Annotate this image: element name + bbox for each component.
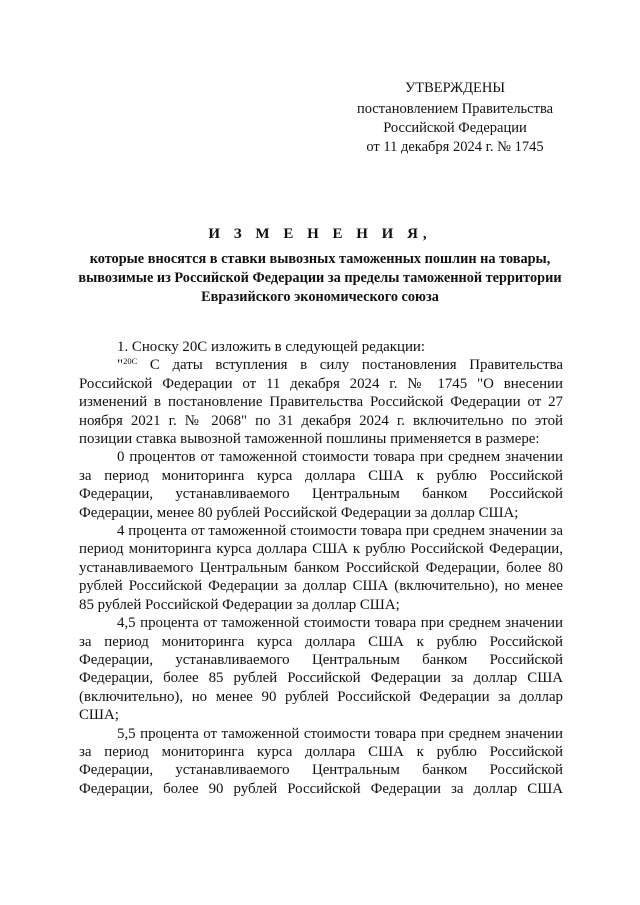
footnote-marker: 20С (123, 356, 138, 367)
document-subtitle: которые вносятся в ставки вывозных таможенных пошлин на товары, вывозимые из Российской Федерации за пределы таможенной территории Евразийского экономического союза (78, 251, 562, 305)
paragraph-4: 4 процента от таможенной стоимости товара при среднем значении за период мониторинга курса доллара США к рублю Российской Федерации, устанавливаемого Центральным банком Российской Федерации, более 80 рублей Российской Федерации за доллар США (включительно), но менее 85 рублей Российской Федерации за доллар США; (79, 523, 563, 613)
approval-heading: УТВЕРЖДЕНЫ (404, 80, 506, 96)
paragraph-2 (79, 356, 563, 448)
approval-line-3: от 11 декабря 2024 г. № 1745 (366, 139, 544, 155)
paragraph-6: 5,5 процента от таможенной стоимости товара при среднем значении за период мониторинга курса доллара США к рублю Российской Федерации, устанавливаемого Центральным банком Российской Федерации, более 90 рублей Российской Федерации за доллар США (79, 725, 563, 797)
paragraph-3: 0 процентов от таможенной стоимости товара при среднем значении за период мониторинга курса доллара США к рублю Российской Федерации, устанавливаемого Центральным банком Российской Федерации, менее 80 рублей Российской Федерации за доллар США; (79, 449, 563, 521)
approval-line-1: постановлением Правительства (356, 101, 554, 117)
document-body (79, 338, 563, 798)
paragraph-1: 1. Сноску 20С изложить в следующей редакции: (117, 339, 426, 355)
approval-block (340, 79, 570, 157)
paragraph-2-text: С даты вступления в силу постановления Правительства Российской Федерации от 11 декабря 2024 г. № 1745 "О внесении изменений в постановление Правительства Российской Федерации от 27 ноября 2021 г. № 2068" по 31 декабря 2024 г. включительно по этой позиции ставка вывозной таможенной пошлины применяется в размере: (79, 357, 563, 448)
document-title: И З М Е Н Е Н И Я, (208, 226, 432, 242)
approval-line-2: Российской Федерации (383, 120, 527, 136)
quote-mark: " (117, 357, 124, 374)
paragraph-5: 4,5 процента от таможенной стоимости товара при среднем значении за период мониторинга курса доллара США к рублю Российской Федерации, устанавливаемого Центральным банком Российской Федерации, более 85 рублей Российской Федерации за доллар США (включительно), но менее 90 рублей Российской Федерации за доллар США; (79, 615, 563, 724)
